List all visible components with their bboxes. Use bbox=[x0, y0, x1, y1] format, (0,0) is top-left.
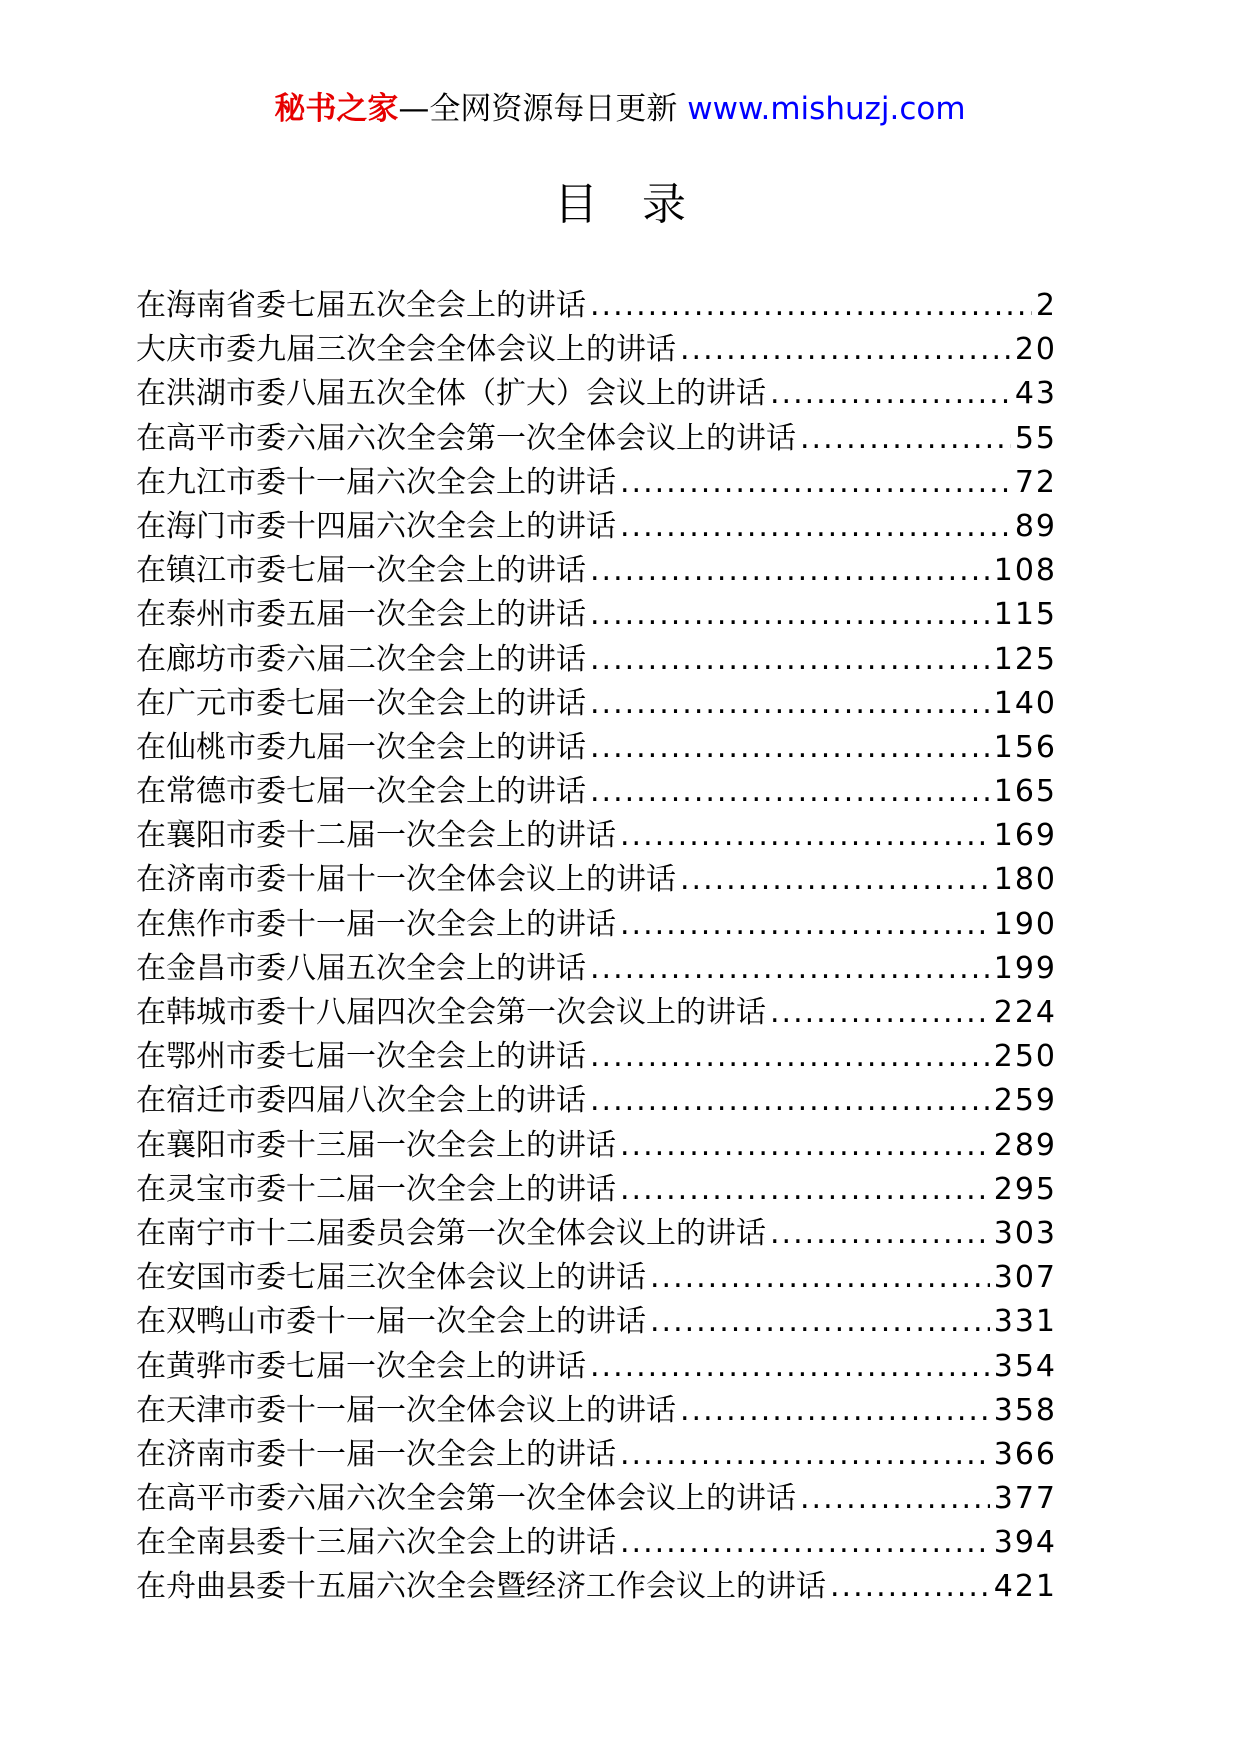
toc-entry-page: 421 bbox=[993, 1569, 1057, 1605]
toc-entry-title: 在鄂州市委七届一次全会上的讲话 bbox=[136, 1039, 586, 1075]
toc-leader-dots bbox=[620, 1521, 990, 1565]
toc-entry-title: 在金昌市委八届五次全会上的讲话 bbox=[136, 950, 586, 986]
toc-leader-dots bbox=[620, 461, 1011, 505]
site-header bbox=[0, 84, 1240, 134]
toc-entry-page: 156 bbox=[993, 729, 1057, 765]
toc-entry-page: 354 bbox=[993, 1348, 1057, 1384]
toc-entry[interactable] bbox=[136, 1477, 1057, 1521]
toc-entry[interactable] bbox=[136, 417, 1057, 461]
toc-leader-dots bbox=[800, 1477, 990, 1521]
toc-entry[interactable] bbox=[136, 593, 1057, 637]
toc-entry[interactable] bbox=[136, 1300, 1057, 1344]
site-url-link[interactable]: www.mishuzj.com bbox=[687, 91, 966, 127]
table-of-contents bbox=[136, 284, 1057, 1610]
toc-entry[interactable] bbox=[136, 1433, 1057, 1477]
toc-entry[interactable] bbox=[136, 1124, 1057, 1168]
toc-leader-dots bbox=[620, 505, 1011, 549]
toc-leader-dots bbox=[590, 284, 1032, 328]
toc-entry-page: 180 bbox=[993, 862, 1057, 898]
toc-entry-page: 199 bbox=[993, 950, 1057, 986]
toc-entry-title: 在黄骅市委七届一次全会上的讲话 bbox=[136, 1348, 586, 1384]
toc-entry-page: 165 bbox=[993, 774, 1057, 810]
toc-leader-dots bbox=[800, 417, 1011, 461]
toc-leader-dots bbox=[650, 1300, 990, 1344]
toc-entry[interactable] bbox=[136, 505, 1057, 549]
toc-entry-page: 55 bbox=[1014, 420, 1057, 456]
toc-entry-title: 在焦作市委十一届一次全会上的讲话 bbox=[136, 906, 616, 942]
toc-entry[interactable] bbox=[136, 1212, 1057, 1256]
toc-entry[interactable] bbox=[136, 991, 1057, 1035]
toc-entry[interactable] bbox=[136, 1389, 1057, 1433]
toc-entry-title: 在天津市委十一届一次全体会议上的讲话 bbox=[136, 1392, 676, 1428]
toc-entry-title: 在韩城市委十八届四次全会第一次会议上的讲话 bbox=[136, 995, 766, 1030]
toc-entry-page: 394 bbox=[993, 1525, 1057, 1561]
toc-entry-title: 在常德市委七届一次全会上的讲话 bbox=[136, 774, 586, 810]
toc-entry[interactable] bbox=[136, 638, 1057, 682]
toc-leader-dots bbox=[680, 1389, 990, 1433]
toc-entry-page: 108 bbox=[993, 553, 1057, 589]
toc-leader-dots bbox=[770, 372, 1011, 416]
toc-entry[interactable] bbox=[136, 549, 1057, 593]
toc-entry-page: 125 bbox=[993, 641, 1057, 677]
brand-name: 秘书之家 bbox=[274, 91, 399, 127]
toc-leader-dots bbox=[590, 1035, 990, 1079]
toc-entry[interactable] bbox=[136, 1079, 1057, 1123]
toc-entry-title: 在高平市委六届六次全会第一次全体会议上的讲话 bbox=[136, 1481, 796, 1517]
toc-entry-title: 在双鸭山市委十一届一次全会上的讲话 bbox=[136, 1304, 646, 1340]
toc-entry-page: 115 bbox=[993, 597, 1057, 633]
toc-entry-page: 366 bbox=[993, 1436, 1057, 1472]
toc-entry-title: 在灵宝市委十二届一次全会上的讲话 bbox=[136, 1171, 616, 1207]
toc-entry[interactable] bbox=[136, 903, 1057, 947]
toc-entry-page: 224 bbox=[993, 995, 1057, 1030]
toc-entry-title: 在襄阳市委十三届一次全会上的讲话 bbox=[136, 1127, 616, 1163]
toc-entry-title: 在海南省委七届五次全会上的讲话 bbox=[136, 288, 586, 323]
toc-entry-title: 在济南市委十届十一次全体会议上的讲话 bbox=[136, 862, 676, 898]
toc-entry-title: 在宿迁市委四届八次全会上的讲话 bbox=[136, 1083, 586, 1119]
toc-entry-page: 89 bbox=[1014, 508, 1057, 544]
toc-entry-page: 2 bbox=[1035, 288, 1057, 323]
toc-entry-page: 250 bbox=[993, 1039, 1057, 1075]
page-title: 目 录 bbox=[554, 179, 686, 230]
toc-entry-page: 140 bbox=[993, 685, 1057, 721]
toc-entry-page: 289 bbox=[993, 1127, 1057, 1163]
toc-entry-page: 259 bbox=[993, 1083, 1057, 1119]
toc-entry-title: 在舟曲县委十五届六次全会暨经济工作会议上的讲话 bbox=[136, 1569, 826, 1605]
toc-leader-dots bbox=[770, 991, 990, 1035]
toc-entry-page: 169 bbox=[993, 818, 1057, 854]
toc-entry-title: 在南宁市十二届委员会第一次全体会议上的讲话 bbox=[136, 1215, 766, 1251]
toc-entry-title: 在九江市委十一届六次全会上的讲话 bbox=[136, 464, 616, 500]
header-slogan: —全网资源每日更新 bbox=[398, 91, 678, 127]
toc-entry[interactable] bbox=[136, 1168, 1057, 1212]
toc-entry[interactable] bbox=[136, 328, 1057, 372]
toc-entry[interactable] bbox=[136, 1256, 1057, 1300]
toc-leader-dots bbox=[590, 638, 990, 682]
toc-entry-page: 307 bbox=[993, 1260, 1057, 1296]
toc-entry[interactable] bbox=[136, 461, 1057, 505]
toc-entry-title: 在廊坊市委六届二次全会上的讲话 bbox=[136, 641, 586, 677]
toc-entry[interactable] bbox=[136, 726, 1057, 770]
toc-entry-page: 190 bbox=[993, 906, 1057, 942]
toc-leader-dots bbox=[620, 814, 990, 858]
toc-leader-dots bbox=[590, 1079, 990, 1123]
toc-leader-dots bbox=[620, 1433, 990, 1477]
toc-entry[interactable] bbox=[136, 1521, 1057, 1565]
toc-leader-dots bbox=[590, 1345, 990, 1389]
toc-entry-page: 43 bbox=[1014, 376, 1057, 412]
toc-leader-dots bbox=[770, 1212, 990, 1256]
toc-entry[interactable] bbox=[136, 1565, 1057, 1609]
toc-entry[interactable] bbox=[136, 770, 1057, 814]
toc-entry-page: 72 bbox=[1014, 464, 1057, 500]
toc-entry-page: 377 bbox=[993, 1481, 1057, 1517]
toc-leader-dots bbox=[590, 549, 990, 593]
toc-leader-dots bbox=[590, 947, 990, 991]
toc-entry-title: 在广元市委七届一次全会上的讲话 bbox=[136, 685, 586, 721]
toc-entry[interactable] bbox=[136, 814, 1057, 858]
toc-leader-dots bbox=[680, 858, 990, 902]
toc-entry-title: 在安国市委七届三次全体会议上的讲话 bbox=[136, 1260, 646, 1296]
toc-entry-title: 在仙桃市委九届一次全会上的讲话 bbox=[136, 729, 586, 765]
toc-entry-page: 295 bbox=[993, 1171, 1057, 1207]
toc-entry[interactable] bbox=[136, 372, 1057, 416]
toc-entry-page: 20 bbox=[1014, 332, 1057, 368]
toc-entry-title: 在高平市委六届六次全会第一次全体会议上的讲话 bbox=[136, 420, 796, 456]
toc-leader-dots bbox=[680, 328, 1011, 372]
toc-entry[interactable] bbox=[136, 1345, 1057, 1389]
toc-entry-title: 在济南市委十一届一次全会上的讲话 bbox=[136, 1436, 616, 1472]
toc-entry[interactable] bbox=[136, 682, 1057, 726]
toc-leader-dots bbox=[590, 593, 990, 637]
toc-entry[interactable] bbox=[136, 1035, 1057, 1079]
toc-entry-page: 331 bbox=[993, 1304, 1057, 1340]
toc-leader-dots bbox=[620, 1124, 990, 1168]
toc-leader-dots bbox=[620, 903, 990, 947]
toc-leader-dots bbox=[830, 1565, 990, 1609]
toc-entry-title: 在海门市委十四届六次全会上的讲话 bbox=[136, 508, 616, 544]
toc-leader-dots bbox=[620, 1168, 990, 1212]
toc-entry-title: 在镇江市委七届一次全会上的讲话 bbox=[136, 553, 586, 589]
toc-entry-title: 在洪湖市委八届五次全体（扩大）会议上的讲话 bbox=[136, 376, 766, 412]
toc-entry-title: 在襄阳市委十二届一次全会上的讲话 bbox=[136, 818, 616, 854]
toc-entry-page: 358 bbox=[993, 1392, 1057, 1428]
toc-leader-dots bbox=[590, 726, 990, 770]
toc-entry[interactable] bbox=[136, 284, 1057, 328]
toc-entry[interactable] bbox=[136, 858, 1057, 902]
toc-leader-dots bbox=[650, 1256, 990, 1300]
toc-leader-dots bbox=[590, 682, 990, 726]
toc-entry-title: 在全南县委十三届六次全会上的讲话 bbox=[136, 1525, 616, 1561]
toc-entry-title: 大庆市委九届三次全会全体会议上的讲话 bbox=[136, 332, 676, 368]
toc-entry-page: 303 bbox=[993, 1215, 1057, 1251]
toc-entry[interactable] bbox=[136, 947, 1057, 991]
toc-entry-title: 在泰州市委五届一次全会上的讲话 bbox=[136, 597, 586, 633]
toc-leader-dots bbox=[590, 770, 990, 814]
